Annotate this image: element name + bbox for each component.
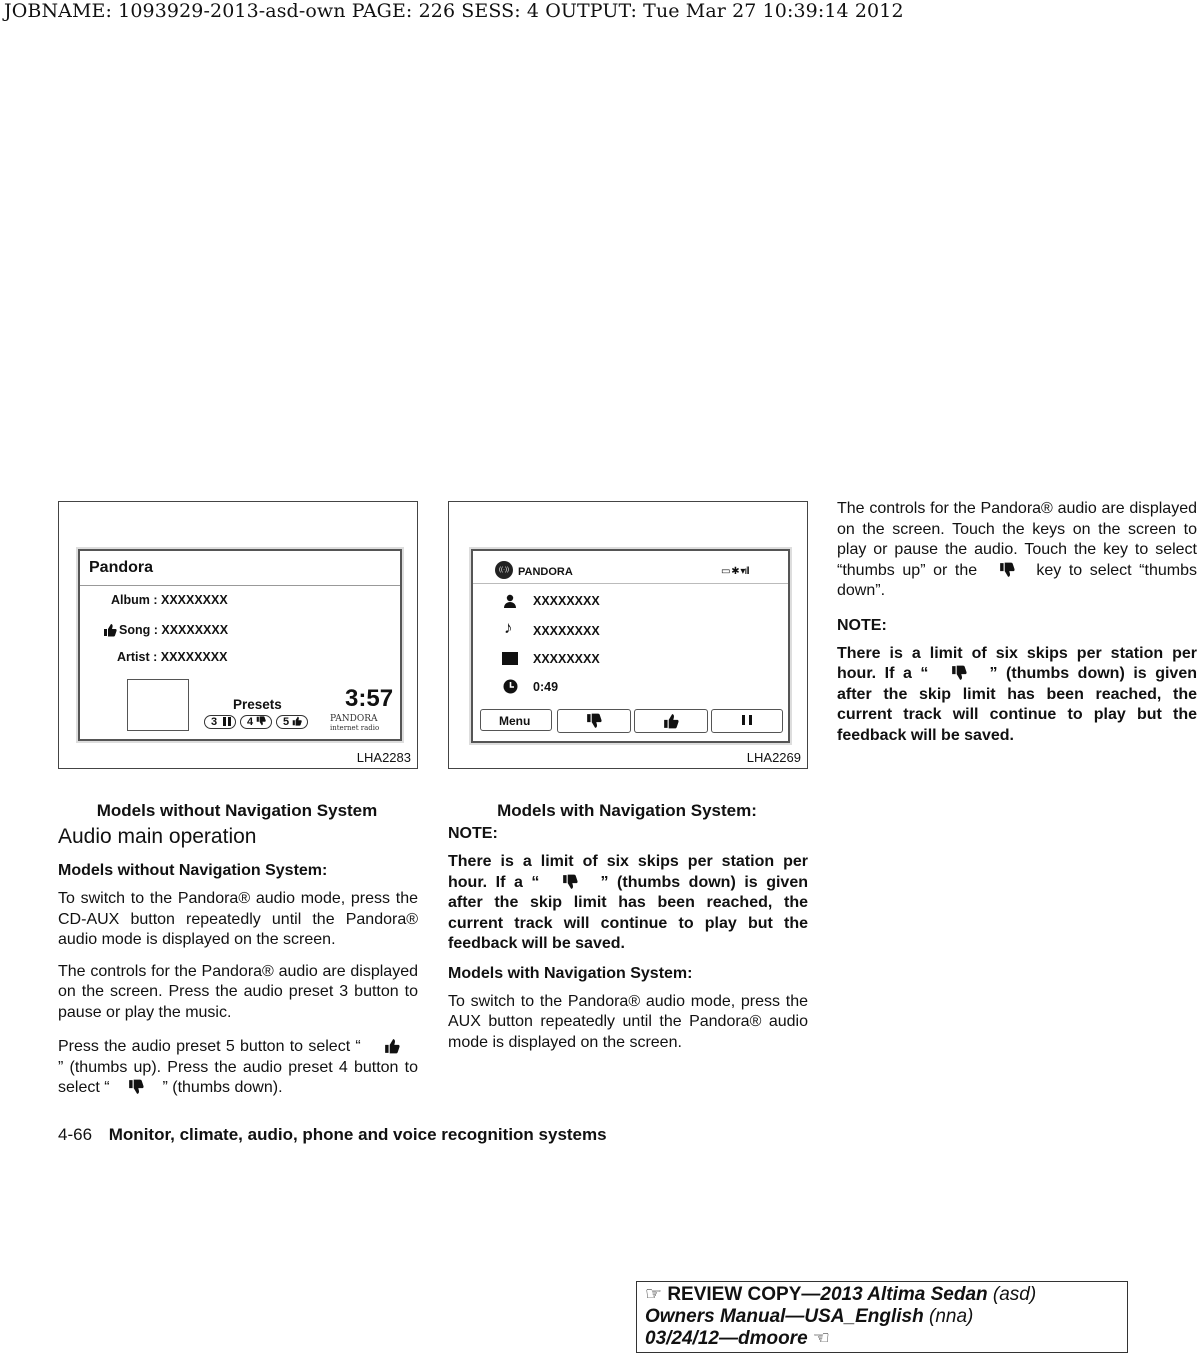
- pause-icon: [223, 717, 231, 726]
- review-line-2: [645, 1306, 1119, 1328]
- thumbs-down-icon: [256, 716, 266, 726]
- thumbs-down-button[interactable]: [557, 709, 631, 733]
- figure-label: LHA2269: [746, 750, 801, 765]
- note-label: NOTE:: [448, 825, 498, 842]
- figure-caption: Models without Navigation System: [96, 801, 378, 820]
- page-number: 4-66: [58, 1125, 93, 1144]
- pointing-hand-left-icon: ☜: [812, 1328, 830, 1349]
- section-heading: Audio main operation: [58, 825, 257, 848]
- audio-screen: [78, 549, 402, 741]
- album-line: Album : XXXXXXXX: [111, 593, 228, 607]
- review-date: 03/24/12—dmoore: [645, 1328, 808, 1349]
- text-run: There is a limit of six skips per station per hour. If a “: [837, 644, 1197, 682]
- elapsed-time: 0:49: [533, 680, 559, 694]
- text-run: The controls for the Pandora® audio are displayed on the screen. Touch the keys on the screen to play or pause the audio. Touch the key to select “thumbs up” or the: [837, 500, 1197, 579]
- preset-4-number: 4: [247, 716, 254, 728]
- figure-label: LHA2283: [356, 750, 411, 765]
- note-label: NOTE:: [837, 616, 887, 634]
- page-footer: [58, 1125, 607, 1145]
- preset-3-number: 3: [211, 716, 218, 728]
- thumbs-up-icon: [384, 1038, 400, 1054]
- menu-button[interactable]: [480, 709, 552, 731]
- review-copy-box: [636, 1281, 1128, 1353]
- paragraph: To switch to the Pandora® audio mode, press the CD-AUX button repeatedly until the Pandora® audio mode is displayed on the screen.: [58, 890, 418, 948]
- pandora-logo-text: PANDORA: [330, 714, 378, 724]
- paragraph: [837, 499, 1197, 602]
- thumbs-up-icon: [103, 623, 117, 642]
- text-run: ” (thumbs down).: [162, 1079, 283, 1096]
- vehicle-name: 2013 Altima Sedan: [820, 1284, 988, 1305]
- paragraph-thumbs: [58, 1037, 418, 1099]
- text-run: ” (thumbs up). Press the audio preset 4 button to select “: [58, 1058, 418, 1096]
- note-text: [448, 852, 808, 955]
- screen-title: PANDORA: [518, 566, 573, 578]
- artist-line: XXXXXXXX: [533, 594, 600, 608]
- artist-line: Artist : XXXXXXXX: [117, 650, 228, 664]
- text-run: There is a limit of six skips per station per hour. If a “: [448, 853, 808, 891]
- subheading: Models with Navigation System:: [448, 964, 693, 982]
- presets-label: Presets: [233, 697, 282, 712]
- figure-with-navigation: [448, 501, 808, 769]
- review-line-3: [645, 1328, 1119, 1350]
- paragraph: The controls for the Pandora® audio are displayed on the screen. Press the audio preset 3 button to pause or play the music.: [58, 962, 418, 1021]
- track-time: 3:57: [345, 685, 394, 712]
- review-line-1: [645, 1284, 1119, 1306]
- thumbs-up-icon: [292, 716, 302, 726]
- album-icon: [502, 652, 518, 665]
- column-1: [58, 825, 418, 1099]
- thumbs-down-icon: [951, 665, 967, 681]
- figure-without-navigation: [58, 501, 418, 769]
- clock-icon: [503, 679, 518, 694]
- title-divider: [80, 585, 400, 586]
- screen-title: Pandora: [89, 559, 154, 576]
- title-divider: [473, 583, 788, 584]
- nav-audio-screen: [471, 549, 790, 743]
- music-note-icon: ♪: [504, 618, 513, 637]
- vehicle-code: (asd): [987, 1284, 1037, 1305]
- song-line: XXXXXXXX: [533, 624, 600, 638]
- review-label: REVIEW COPY—: [667, 1284, 821, 1305]
- job-header: JOBNAME: 1093929-2013-asd-own PAGE: 226 SESS: 4 OUTPUT: Tue Mar 27 10:39:14 2012: [4, 0, 904, 22]
- pandora-app-icon: ((·)): [495, 561, 513, 579]
- pandora-logo-subtext: internet radio: [330, 724, 380, 732]
- artist-icon: [503, 594, 517, 608]
- subheading: Models without Navigation System:: [58, 862, 328, 879]
- section-title: Monitor, climate, audio, phone and voice recognition systems: [108, 1125, 607, 1144]
- thumbs-down-icon: [562, 874, 578, 890]
- preset-5-button[interactable]: [276, 715, 308, 729]
- thumbs-down-icon: [999, 562, 1015, 578]
- text-run: Press the audio preset 5 button to select “: [58, 1038, 361, 1055]
- column-3: [837, 499, 1197, 746]
- thumbs-down-icon: [586, 713, 602, 729]
- song-line: Song : XXXXXXXX: [119, 623, 229, 637]
- preset-4-button[interactable]: [240, 715, 272, 729]
- thumbs-up-icon: [663, 713, 679, 729]
- text-run: ” (thumbs down) is given after the skip limit has been reached, the current track will continue to play but the feedback will be saved.: [837, 665, 1197, 744]
- thumbs-down-icon: [128, 1079, 144, 1095]
- text-run: ” (thumbs down) is given after the skip limit has been reached, the current track will continue to play but the feedback will be saved.: [448, 873, 808, 952]
- note-text: [837, 644, 1197, 747]
- thumbs-up-button[interactable]: [634, 709, 708, 733]
- paragraph: To switch to the Pandora® audio mode, press the AUX button repeatedly until the Pandora® audio mode is displayed on the screen.: [448, 992, 808, 1051]
- pointing-hand-icon: ☞: [645, 1284, 663, 1305]
- preset-5-number: 5: [283, 716, 290, 728]
- pause-icon: [742, 715, 752, 725]
- preset-3-button[interactable]: [204, 715, 236, 729]
- figure-caption: Models with Navigation System:: [497, 801, 757, 820]
- status-icons: ▭ ✱ ▾ıll: [721, 566, 749, 577]
- manual-name: Owners Manual—USA_English: [645, 1306, 924, 1327]
- menu-button-label: Menu: [499, 714, 531, 728]
- album-line: XXXXXXXX: [533, 652, 600, 666]
- pandora-logo: [330, 715, 379, 733]
- manual-code: (nna): [923, 1306, 974, 1327]
- text-run: key to select “thumbs down”.: [837, 561, 1197, 599]
- album-art: [127, 679, 189, 731]
- pause-button[interactable]: [711, 709, 783, 733]
- column-2: [448, 825, 808, 1053]
